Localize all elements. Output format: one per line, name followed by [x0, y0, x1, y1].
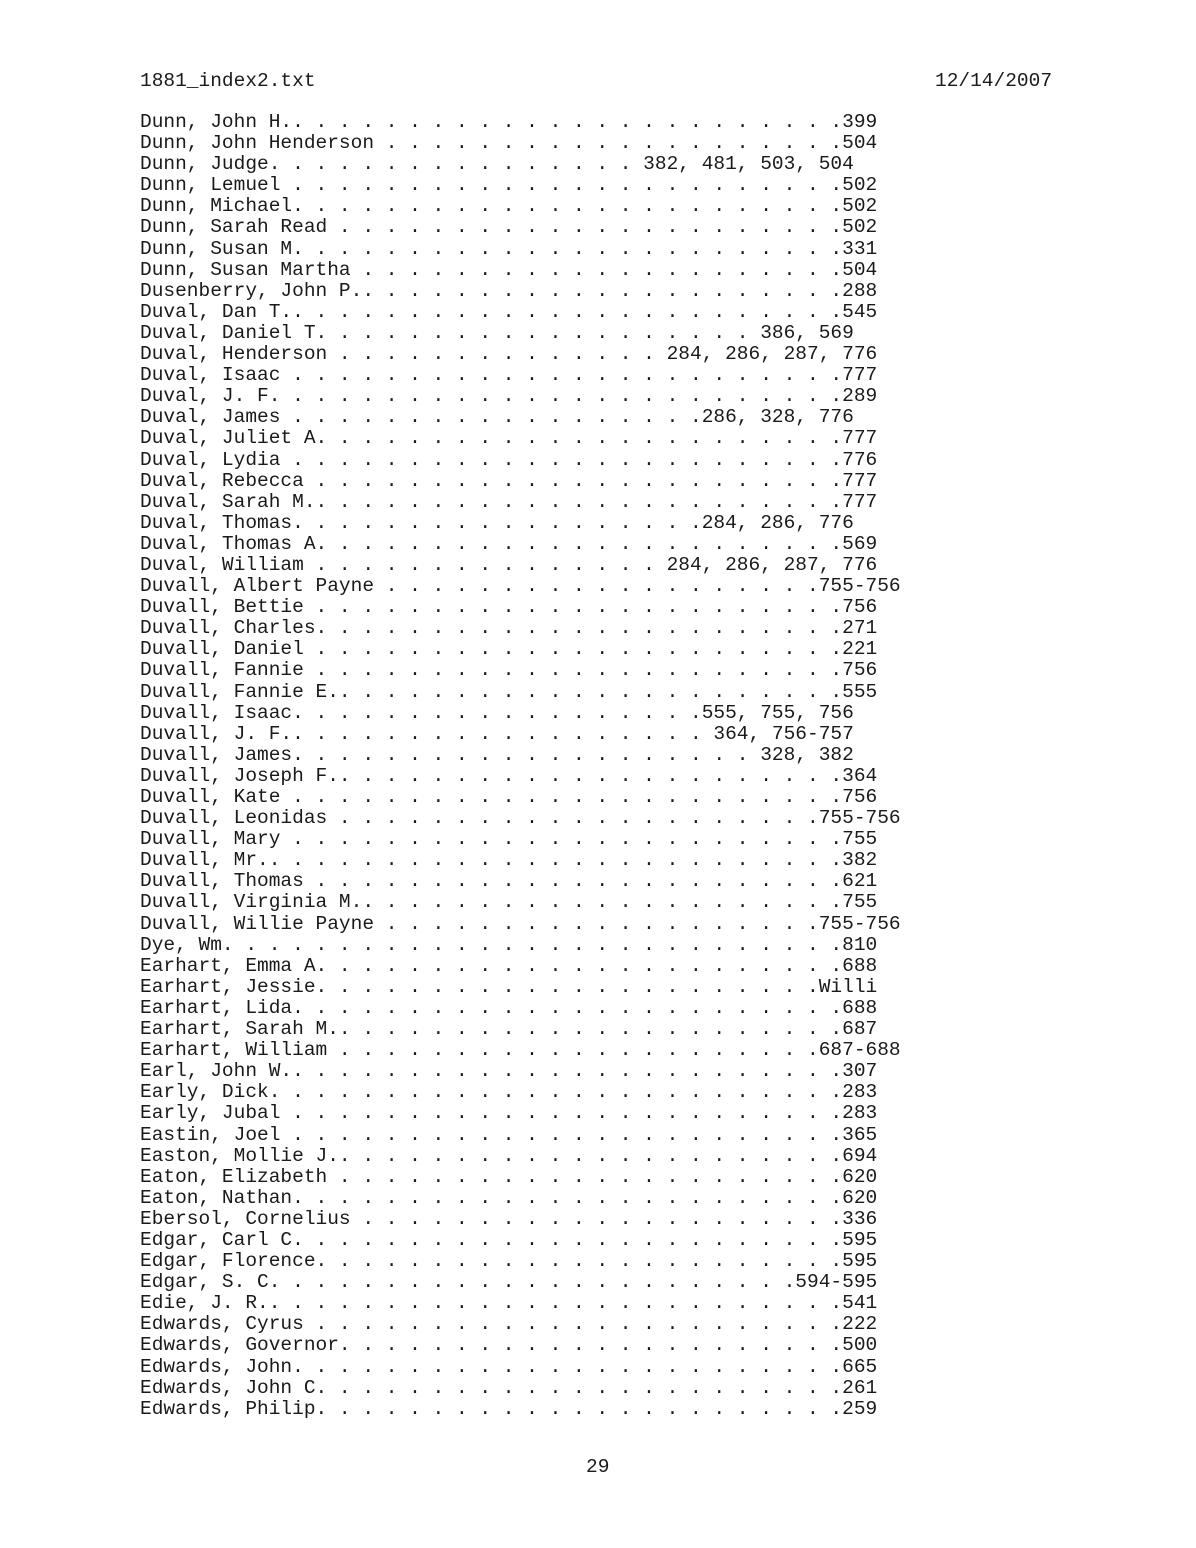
index-entry: Duvall, Kate . . . . . . . . . . . . . . . . . . . . . . . .756: [140, 786, 878, 808]
index-entry: Duval, Thomas A. . . . . . . . . . . . . . . . . . . . . . .569: [140, 532, 878, 555]
index-entry: Edgar, Florence. . . . . . . . . . . . . . . . . . . . . . .595: [140, 1250, 878, 1273]
index-entry: Dunn, Sarah Read . . . . . . . . . . . . . . . . . . . . . .502: [140, 216, 878, 239]
index-entry: Eaton, Nathan. . . . . . . . . . . . . . . . . . . . . . . .620: [140, 1186, 878, 1209]
index-entry: Duvall, Mary . . . . . . . . . . . . . . . . . . . . . . . .755: [140, 828, 878, 851]
index-entry: Eaton, Elizabeth . . . . . . . . . . . . . . . . . . . . . .620: [140, 1165, 878, 1188]
index-entry: Edie, J. R.. . . . . . . . . . . . . . . . . . . . . . . . .541: [140, 1292, 878, 1315]
index-entry: Duvall, Fannie . . . . . . . . . . . . . . . . . . . . . . .756: [140, 659, 878, 682]
index-entry: Duval, Dan T.. . . . . . . . . . . . . . . . . . . . . . . .545: [140, 300, 878, 323]
index-entry: Edwards, Philip. . . . . . . . . . . . . . . . . . . . . . .259: [140, 1397, 878, 1420]
index-entry: Duval, Rebecca . . . . . . . . . . . . . . . . . . . . . . .777: [140, 469, 878, 492]
index-list: [140, 112, 901, 1420]
index-entry: Duval, Sarah M.. . . . . . . . . . . . . . . . . . . . . . .777: [140, 490, 878, 513]
header-date: 12/14/2007: [935, 70, 1053, 92]
index-entry: Duvall, Joseph F.. . . . . . . . . . . . . . . . . . . . . .364: [140, 764, 878, 787]
index-entry: Earhart, Emma A. . . . . . . . . . . . . . . . . . . . . . .688: [140, 954, 878, 977]
index-entry: Duval, Thomas. . . . . . . . . . . . . . . . . .284, 286, 776: [140, 511, 854, 534]
index-entry: Earhart, Jessie. . . . . . . . . . . . . . . . . . . . . .Willi: [140, 975, 878, 998]
index-entry: Duval, Daniel T. . . . . . . . . . . . . . . . . . . 386, 569: [140, 321, 854, 344]
index-entry: Dye, Wm. . . . . . . . . . . . . . . . . . . . . . . . . . .810: [140, 933, 878, 956]
index-entry: Duval, Isaac . . . . . . . . . . . . . . . . . . . . . . . .777: [140, 364, 878, 387]
index-entry: Ebersol, Cornelius . . . . . . . . . . . . . . . . . . . . .336: [140, 1207, 878, 1230]
index-entry: Easton, Mollie J.. . . . . . . . . . . . . . . . . . . . . .694: [140, 1144, 878, 1167]
index-entry: Dunn, Lemuel . . . . . . . . . . . . . . . . . . . . . . . .502: [140, 174, 878, 197]
index-entry: Eastin, Joel . . . . . . . . . . . . . . . . . . . . . . . .365: [140, 1123, 878, 1146]
index-entry: Edgar, S. C. . . . . . . . . . . . . . . . . . . . . . .594-595: [140, 1271, 878, 1294]
index-entry: Dunn, John H.. . . . . . . . . . . . . . . . . . . . . . . .399: [140, 111, 878, 133]
index-entry: Edwards, John C. . . . . . . . . . . . . . . . . . . . . . .261: [140, 1376, 878, 1399]
index-entry: Edgar, Carl C. . . . . . . . . . . . . . . . . . . . . . . .595: [140, 1228, 878, 1251]
index-entry: Duvall, Thomas . . . . . . . . . . . . . . . . . . . . . . .621: [140, 870, 878, 893]
index-entry: Duvall, Albert Payne . . . . . . . . . . . . . . . . . . .755-756: [140, 575, 901, 598]
index-entry: Edwards, Governor. . . . . . . . . . . . . . . . . . . . . .500: [140, 1334, 878, 1357]
index-entry: Duvall, Mr.. . . . . . . . . . . . . . . . . . . . . . . . .382: [140, 849, 878, 872]
index-entry: Edwards, Cyrus . . . . . . . . . . . . . . . . . . . . . . .222: [140, 1313, 878, 1336]
index-entry: Duvall, J. F.. . . . . . . . . . . . . . . . . . 364, 756-757: [140, 722, 854, 745]
header-filename: 1881_index2.txt: [140, 70, 316, 92]
index-entry: Duval, Henderson . . . . . . . . . . . . . . 284, 286, 287, 776: [140, 343, 878, 366]
index-entry: Edwards, John. . . . . . . . . . . . . . . . . . . . . . . .665: [140, 1355, 878, 1378]
index-entry: Earhart, Sarah M.. . . . . . . . . . . . . . . . . . . . . .687: [140, 1018, 878, 1041]
index-entry: Dunn, Susan M. . . . . . . . . . . . . . . . . . . . . . . .331: [140, 237, 878, 260]
index-entry: Dunn, Michael. . . . . . . . . . . . . . . . . . . . . . . .502: [140, 195, 878, 218]
index-entry: Duval, James . . . . . . . . . . . . . . . . . .286, 328, 776: [140, 406, 854, 429]
index-entry: Duvall, Charles. . . . . . . . . . . . . . . . . . . . . . .271: [140, 617, 878, 640]
index-entry: Earhart, William . . . . . . . . . . . . . . . . . . . . .687-688: [140, 1039, 901, 1062]
index-entry: Duvall, Isaac. . . . . . . . . . . . . . . . . .555, 755, 756: [140, 701, 854, 724]
index-entry: Earhart, Lida. . . . . . . . . . . . . . . . . . . . . . . .688: [140, 996, 878, 1019]
index-entry: Duval, William . . . . . . . . . . . . . . . 284, 286, 287, 776: [140, 553, 878, 576]
index-entry: Dusenberry, John P.. . . . . . . . . . . . . . . . . . . . .288: [140, 279, 878, 302]
index-entry: Duvall, Virginia M.. . . . . . . . . . . . . . . . . . . . .755: [140, 891, 878, 914]
index-entry: Early, Jubal . . . . . . . . . . . . . . . . . . . . . . . .283: [140, 1102, 878, 1125]
index-entry: Duvall, Bettie . . . . . . . . . . . . . . . . . . . . . . .756: [140, 596, 878, 619]
index-entry: Dunn, John Henderson . . . . . . . . . . . . . . . . . . . .504: [140, 132, 878, 155]
index-entry: Duvall, Fannie E.. . . . . . . . . . . . . . . . . . . . . .555: [140, 680, 878, 703]
page-number: 29: [586, 1456, 610, 1478]
index-entry: Duvall, Daniel . . . . . . . . . . . . . . . . . . . . . . .221: [140, 638, 878, 661]
index-entry: Duval, Lydia . . . . . . . . . . . . . . . . . . . . . . . .776: [140, 448, 878, 471]
index-entry: Duval, Juliet A. . . . . . . . . . . . . . . . . . . . . . .777: [140, 427, 878, 450]
index-entry: Dunn, Susan Martha . . . . . . . . . . . . . . . . . . . . .504: [140, 258, 878, 281]
index-entry: Duvall, James. . . . . . . . . . . . . . . . . . . . 328, 382: [140, 743, 854, 766]
index-entry: Duvall, Leonidas . . . . . . . . . . . . . . . . . . . . .755-756: [140, 807, 901, 830]
index-entry: Duval, J. F. . . . . . . . . . . . . . . . . . . . . . . . .289: [140, 385, 878, 408]
index-entry: Early, Dick. . . . . . . . . . . . . . . . . . . . . . . . .283: [140, 1081, 878, 1104]
index-entry: Duvall, Willie Payne . . . . . . . . . . . . . . . . . . .755-756: [140, 912, 901, 935]
index-entry: Dunn, Judge. . . . . . . . . . . . . . . . 382, 481, 503, 504: [140, 153, 854, 176]
index-entry: Earl, John W.. . . . . . . . . . . . . . . . . . . . . . . .307: [140, 1060, 878, 1083]
